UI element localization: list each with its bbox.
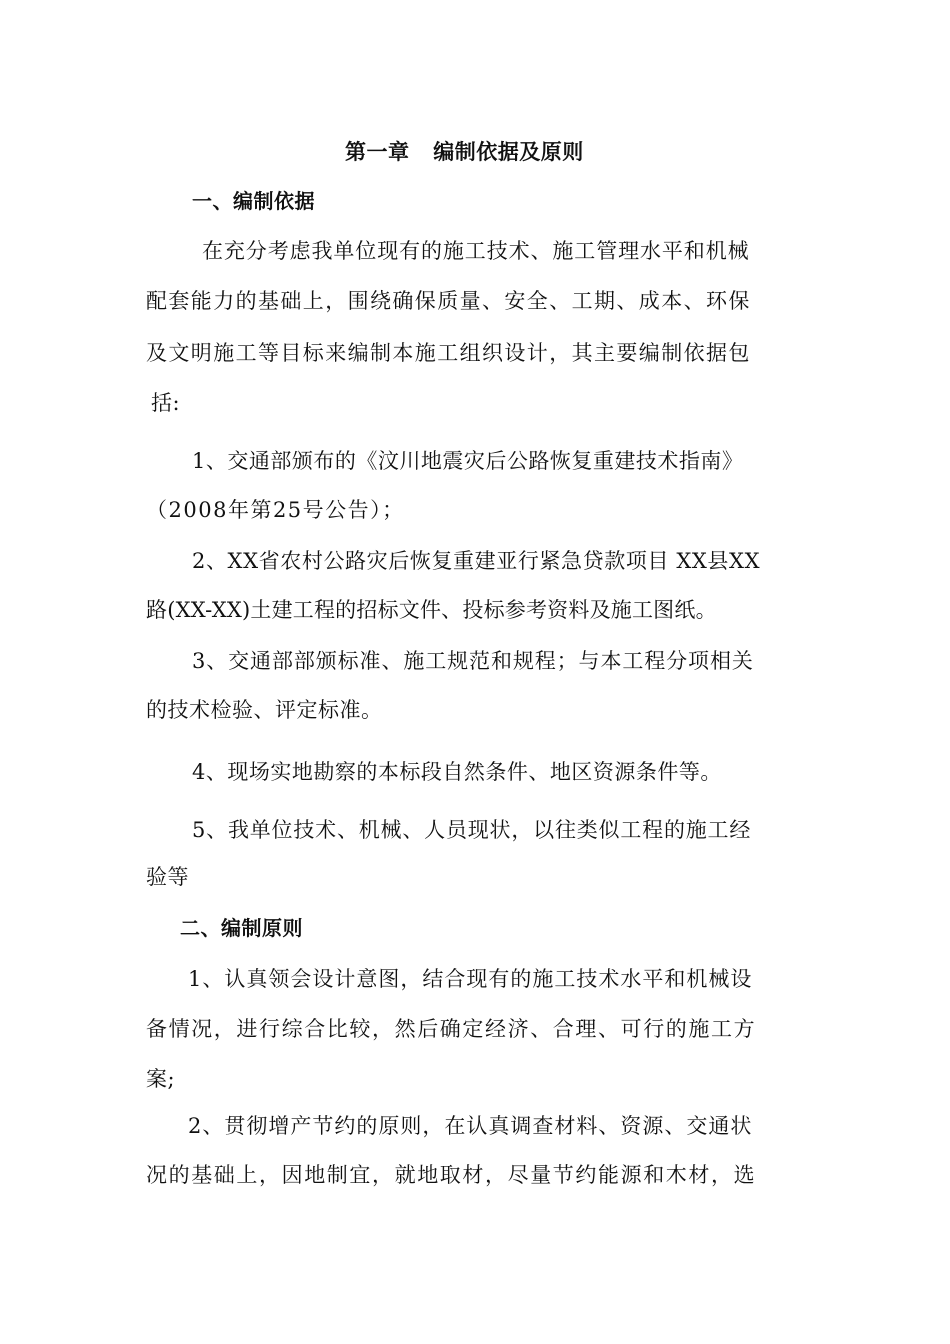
section-heading-principles: 二、编制原则 <box>180 916 303 940</box>
basis-item-3-line-1: 3、交通部部颁标准、施工规范和规程；与本工程分项相关 <box>192 649 754 673</box>
basis-item-5-line-2: 验等 <box>146 865 189 889</box>
intro-line-2: 配套能力的基础上，围绕确保质量、安全、工期、成本、环保 <box>146 289 751 313</box>
principle-item-1-line-3: 案; <box>146 1067 176 1091</box>
principle-item-2-line-2: 况的基础上，因地制宜，就地取材，尽量节约能源和木材，选 <box>146 1163 757 1187</box>
principle-item-2-line-1: 2、贯彻增产节约的原则，在认真调查材料、资源、交通状 <box>188 1114 753 1138</box>
basis-item-4-line-1: 4、现场实地勘察的本标段自然条件、地区资源条件等。 <box>192 760 722 784</box>
basis-item-2-line-1: 2、XX省农村公路灾后恢复重建亚行紧急贷款项目 XX县XX <box>192 549 761 573</box>
chapter-title: 第一章 编制依据及原则 <box>345 139 584 164</box>
section-heading-basis: 一、编制依据 <box>192 189 315 213</box>
intro-line-4: 括: <box>151 391 181 415</box>
basis-item-3-line-2: 的技术检验、评定标准。 <box>146 698 383 722</box>
intro-line-3: 及文明施工等目标来编制本施工组织设计，其主要编制依据包 <box>146 341 751 365</box>
intro-line-1: 在充分考虑我单位现有的施工技术、施工管理水平和机械 <box>202 239 750 263</box>
principle-item-1-line-1: 1、认真领会设计意图，结合现有的施工技术水平和机械设 <box>188 967 753 991</box>
basis-item-2-line-2: 路(XX-XX)土建工程的招标文件、投标参考资料及施工图纸。 <box>146 598 717 622</box>
basis-item-1-line-1: 1、交通部颁布的《汶川地震灾后公路恢复重建技术指南》 <box>192 449 744 473</box>
principle-item-1-line-2: 备情况，进行综合比较，然后确定经济、合理、可行的施工方 <box>146 1017 757 1041</box>
basis-item-1-line-2: （2008年第25号公告）； <box>146 498 405 522</box>
basis-item-5-line-1: 5、我单位技术、机械、人员现状，以往类似工程的施工经 <box>192 818 752 842</box>
